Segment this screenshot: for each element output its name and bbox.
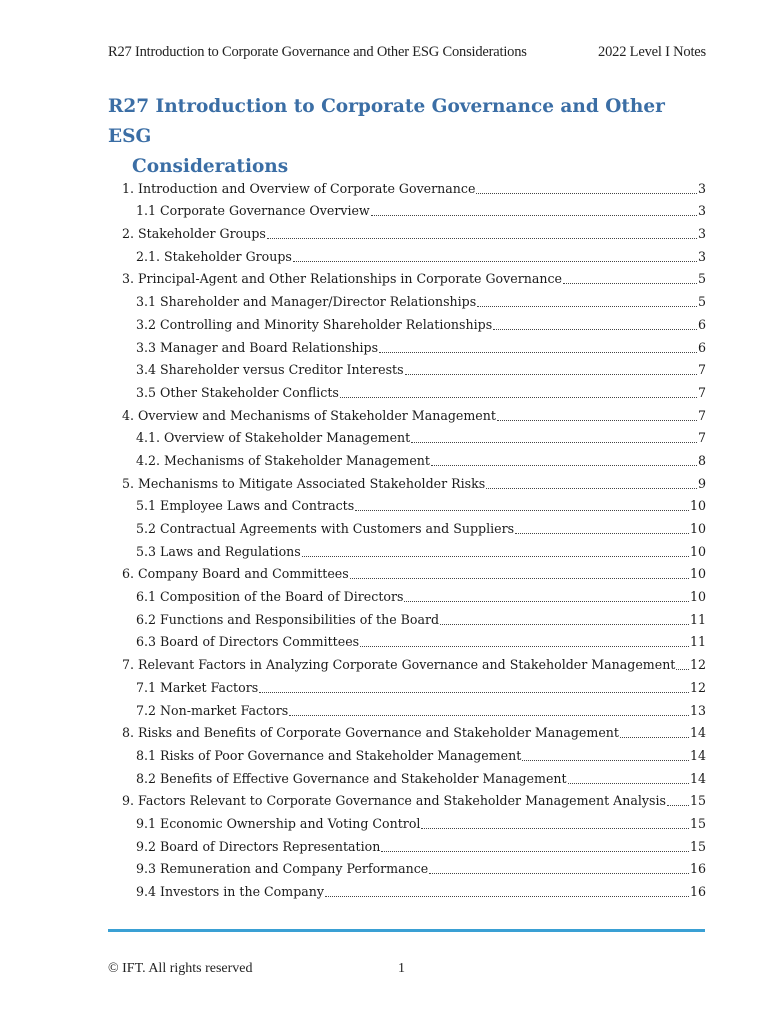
toc-entry-label: 5.2 Contractual Agreements with Customers and Suppliers (136, 521, 515, 536)
toc-dot-leader (350, 578, 689, 579)
toc-dot-leader (381, 851, 689, 852)
toc-entry[interactable] (122, 787, 706, 810)
toc-entry-page: 14 (689, 770, 706, 786)
toc-entry-label: 3.2 Controlling and Minority Shareholder Relationships (136, 316, 493, 332)
toc-entry-label: 8. Risks and Benefits of Corporate Governance and Stakeholder Management (122, 725, 619, 741)
toc-entry[interactable] (122, 696, 706, 719)
toc-entry[interactable] (122, 401, 706, 424)
document-title (108, 92, 708, 182)
toc-dot-leader (486, 488, 697, 489)
header-edition: 2022 Level I Notes (598, 44, 706, 60)
toc-entry[interactable] (122, 673, 706, 696)
toc-dot-leader (431, 465, 697, 466)
toc-entry[interactable] (122, 605, 706, 628)
toc-entry[interactable] (122, 537, 706, 560)
toc-dot-leader (477, 306, 697, 307)
toc-entry-page: 8 (697, 452, 706, 468)
toc-entry-page: 7 (697, 407, 706, 423)
toc-entry-label: 9.3 Remuneration and Company Performance (136, 861, 429, 877)
toc-entry-page: 11 (689, 611, 706, 627)
toc-dot-leader (405, 374, 697, 375)
toc-entry-label: 8.2 Benefits of Effective Governance and Stakeholder Management (136, 770, 567, 786)
toc-dot-leader (667, 805, 689, 806)
toc-entry-label: 3. Principal-Agent and Other Relationships in Corporate Governance (122, 271, 562, 287)
toc-entry-page: 3 (697, 180, 706, 196)
toc-entry-page: 16 (689, 884, 706, 899)
toc-dot-leader (360, 646, 689, 647)
toc-entry-page: 10 (689, 566, 706, 582)
toc-entry[interactable] (122, 174, 706, 197)
toc-entry-label: 4.1. Overview of Stakeholder Management (136, 430, 411, 446)
toc-dot-leader (440, 624, 689, 625)
toc-entry-page: 15 (689, 793, 706, 809)
toc-entry-label: 8.1 Risks of Poor Governance and Stakeholder Management (136, 747, 522, 763)
toc-dot-leader (355, 510, 689, 511)
toc-entry-page: 14 (689, 725, 706, 741)
page-number: 1 (398, 961, 405, 976)
toc-entry[interactable] (122, 287, 706, 310)
toc-entry-label: 7.1 Market Factors (136, 679, 259, 695)
toc-entry-page: 10 (689, 543, 706, 559)
toc-dot-leader (476, 193, 697, 194)
document-title-line1: R27 Introduction to Corporate Governance and Other ESG (108, 96, 665, 147)
toc-dot-leader (411, 442, 697, 443)
toc-dot-leader (493, 329, 697, 330)
toc-entry-label: 3.4 Shareholder versus Creditor Interests (136, 362, 404, 378)
toc-dot-leader (293, 261, 697, 262)
toc-entry[interactable] (122, 356, 706, 379)
toc-entry-page: 14 (689, 747, 706, 763)
toc-entry[interactable] (122, 877, 706, 900)
toc-entry-label: 9.2 Board of Directors Representation (136, 838, 381, 854)
toc-entry[interactable] (122, 719, 706, 742)
toc-entry-label: 3.3 Manager and Board Relationships (136, 339, 379, 355)
toc-entry-label: 3.1 Shareholder and Manager/Director Relationships (136, 294, 477, 310)
toc-entry[interactable] (122, 424, 706, 447)
toc-entry[interactable] (122, 265, 706, 288)
table-of-contents (122, 174, 706, 900)
footer-divider (108, 929, 705, 932)
toc-entry[interactable] (122, 492, 706, 515)
toc-entry-label: 6.2 Functions and Responsibilities of the Board (136, 611, 440, 627)
toc-entry-label: 7.2 Non-market Factors (136, 702, 289, 718)
toc-entry[interactable] (122, 333, 706, 356)
toc-entry-page: 12 (689, 657, 706, 673)
toc-entry[interactable] (122, 514, 706, 537)
toc-entry[interactable] (122, 628, 706, 651)
toc-entry-label: 9. Factors Relevant to Corporate Governance and Stakeholder Management Analysis (122, 793, 666, 809)
toc-entry-page: 12 (689, 679, 706, 695)
toc-dot-leader (568, 783, 689, 784)
toc-dot-leader (676, 669, 689, 670)
toc-entry-page: 6 (697, 339, 706, 355)
toc-dot-leader (404, 601, 689, 602)
toc-dot-leader (379, 352, 697, 353)
toc-entry-page: 9 (697, 475, 706, 491)
toc-dot-leader (522, 760, 689, 761)
toc-entry[interactable] (122, 378, 706, 401)
toc-entry-page: 7 (697, 362, 706, 378)
toc-entry[interactable] (122, 310, 706, 333)
toc-entry-label: 7. Relevant Factors in Analyzing Corporate Governance and Stakeholder Management (122, 657, 676, 673)
toc-entry-label: 2. Stakeholder Groups (122, 226, 266, 242)
toc-entry[interactable] (122, 197, 706, 220)
toc-entry[interactable] (122, 560, 706, 583)
toc-entry-label: 1. Introduction and Overview of Corporate Governance (122, 180, 476, 196)
toc-entry-label: 2.1. Stakeholder Groups (136, 248, 292, 264)
toc-dot-leader (267, 238, 697, 239)
document-title-line2: Considerations (132, 156, 289, 177)
toc-entry-page: 15 (689, 815, 706, 831)
toc-entry-label: 5.1 Employee Laws and Contracts (136, 498, 355, 514)
toc-entry-page: 6 (697, 316, 706, 332)
toc-dot-leader (515, 533, 689, 534)
toc-entry-label: 5. Mechanisms to Mitigate Associated Stakeholder Risks (122, 475, 486, 491)
toc-dot-leader (259, 692, 689, 693)
toc-entry[interactable] (122, 582, 706, 605)
toc-entry[interactable] (122, 764, 706, 787)
toc-entry-page: 3 (697, 226, 706, 242)
header-document-title: R27 Introduction to Corporate Governance and Other ESG Considerations (108, 44, 527, 60)
toc-dot-leader (563, 283, 697, 284)
toc-entry-page: 3 (697, 203, 706, 219)
toc-dot-leader (325, 896, 689, 897)
toc-entry[interactable] (122, 242, 706, 265)
toc-entry-page: 11 (689, 634, 706, 650)
copyright-notice: © IFT. All rights reserved (108, 961, 253, 976)
toc-entry[interactable] (122, 219, 706, 242)
toc-dot-leader (429, 873, 689, 874)
toc-entry-label: 4. Overview and Mechanisms of Stakeholder Management (122, 407, 496, 423)
toc-entry[interactable] (122, 469, 706, 492)
toc-dot-leader (421, 828, 689, 829)
toc-dot-leader (371, 215, 697, 216)
toc-dot-leader (340, 397, 697, 398)
toc-entry-page: 7 (697, 384, 706, 400)
toc-entry-label: 5.3 Laws and Regulations (136, 543, 301, 559)
toc-entry-label: 9.4 Investors in the Company (136, 884, 325, 899)
toc-entry-page: 13 (689, 702, 706, 718)
toc-entry[interactable] (122, 809, 706, 832)
toc-entry-page: 16 (689, 861, 706, 877)
toc-dot-leader (620, 737, 689, 738)
toc-entry[interactable] (122, 741, 706, 764)
toc-dot-leader (289, 715, 689, 716)
toc-entry-label: 6. Company Board and Committees (122, 566, 349, 582)
toc-entry-label: 4.2. Mechanisms of Stakeholder Management (136, 452, 430, 468)
toc-entry-page: 5 (697, 271, 706, 287)
toc-entry-page: 15 (689, 838, 706, 854)
toc-entry-page: 10 (689, 521, 706, 536)
toc-entry-page: 3 (697, 248, 706, 264)
toc-entry[interactable] (122, 650, 706, 673)
toc-entry-page: 7 (697, 430, 706, 446)
running-header (108, 44, 706, 61)
toc-entry-label: 9.1 Economic Ownership and Voting Control (136, 815, 421, 831)
toc-entry[interactable] (122, 446, 706, 469)
toc-entry-page: 5 (697, 294, 706, 310)
toc-dot-leader (497, 420, 697, 421)
toc-entry-page: 10 (689, 498, 706, 514)
toc-entry-label: 1.1 Corporate Governance Overview (136, 203, 370, 219)
toc-entry[interactable] (122, 832, 706, 855)
toc-entry-label: 6.3 Board of Directors Committees (136, 634, 360, 650)
toc-entry-label: 3.5 Other Stakeholder Conflicts (136, 384, 339, 400)
toc-entry-page: 10 (689, 589, 706, 605)
toc-dot-leader (302, 556, 689, 557)
toc-entry-label: 6.1 Composition of the Board of Directors (136, 589, 404, 605)
toc-entry[interactable] (122, 855, 706, 878)
